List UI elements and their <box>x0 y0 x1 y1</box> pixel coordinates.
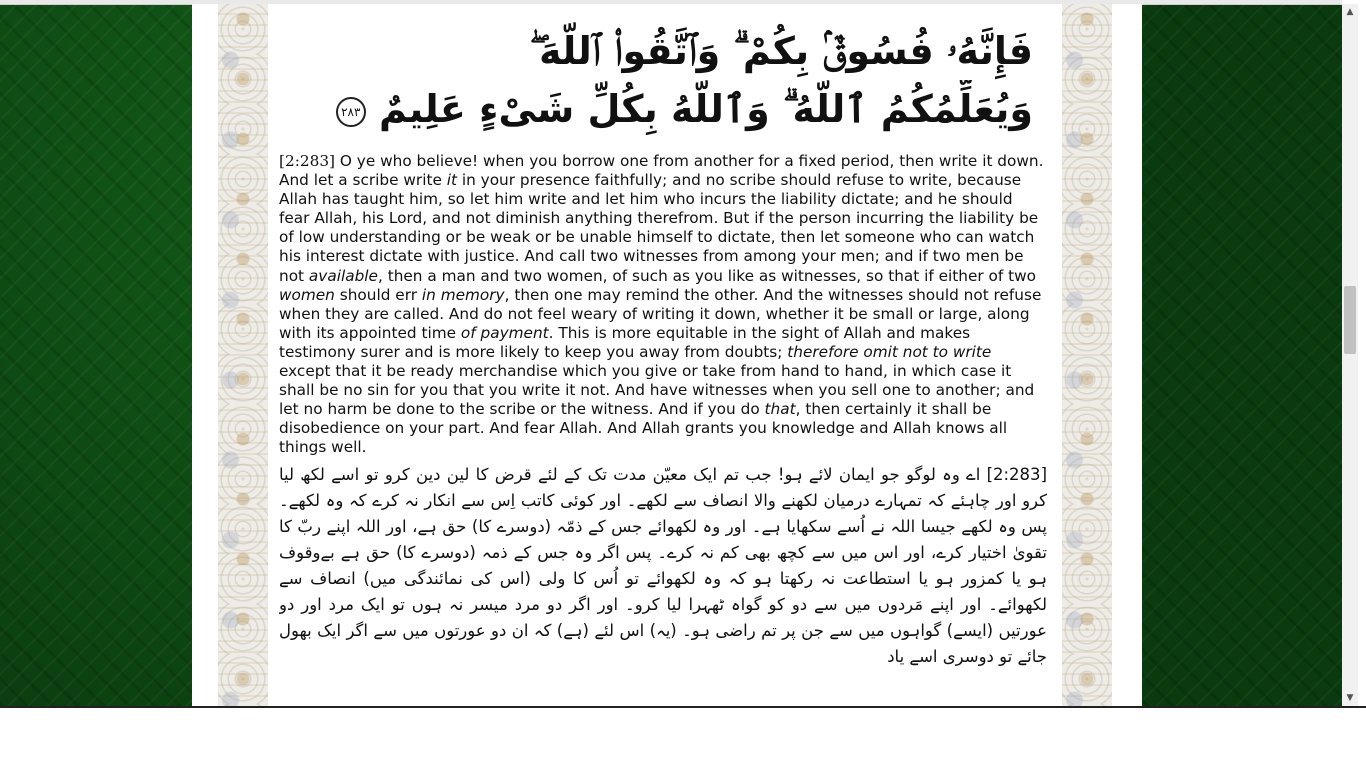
urdu-text: اے وہ لوگو جو ایمان لائے ہو! جب تم ایک معیّن مدت تک کے لئے قرض کا لین دین کرو تو اسے لکھ لیا کرو اور چاہئے کہ تمہارے درمیان لکھنے والا انصاف سے لکھے۔ اور کوئی کاتب اِس سے انکار نہ کرے کہ وہ لکھے۔ پس وہ لکھے جیسا اللہ نے اُسے سکھایا ہے۔ اور وہ لکھوائے جس کے ذمّہ (دوسرے کا) حق ہے، اور اللہ اپنے ربّ کا تقویٰ اختیار کرے، اور اس میں سے کچھ بھی کم نہ کرے۔ پس اگر وہ جس کے ذمہ (دوسرے کا) حق ہے بےوقوف ہو یا کمزور ہو یا استطاعت نہ رکھتا ہو کہ وہ لکھوائے تو اُس کا ولی (اس کی نمائندگی میں) انصاف سے لکھوائے۔ اور اپنے مَردوں میں سے دو کو گواہ ٹھہرا لیا کرو۔ اور اگر دو مرد میسر نہ ہوں تو ایک مرد اور دو عورتیں (ایسے) گواہوں میں سے جن پر تم راضی ہو۔ (یہ) اس لئے (ہے) کہ ان دو عورتوں میں سے اگر ایک بھول جائے تو دوسری اسے یاد <box>279 464 1047 666</box>
english-text-2: in your presence faithfully; and no scribe should refuse to write, because Allah has taught him, so let him write and let him who incurs the liability dictate; and he should fear Allah, his Lord, and not diminish anything therefrom. But if the person incurring the liability be of low understanding or be weak or be unable himself to dictate, then let someone who can watch his interest dictate with justice. And call two witnesses from among your men; and if two men be not <box>279 171 1039 285</box>
english-text-3: , then a man and two women, of such as you like as witnesses, so that if either of two <box>377 266 1037 285</box>
english-verse-ref: [2:283] <box>279 152 336 170</box>
english-italic-3: women <box>279 285 335 304</box>
english-italic-7: that <box>764 400 796 419</box>
arabic-verse-line-1: فَإِنَّهُۥ فُسُوقٌۢ بِكُمْ ۗ وَٱتَّقُوا۟ ٱللَّهَ ۖ <box>529 29 1033 73</box>
ornamental-border-left <box>218 4 268 706</box>
ornamental-border-right <box>1062 4 1112 706</box>
vertical-scrollbar[interactable] <box>1342 4 1358 706</box>
scroll-up-arrow-icon[interactable]: ▲ <box>1346 7 1354 17</box>
english-italic-2: available <box>308 266 378 285</box>
scroll-down-arrow-icon[interactable]: ▼ <box>1346 693 1354 703</box>
english-text-8: , then certainly it shall be disobedience on your part. And fear Allah. And Allah grants you knowledge and Allah knows all things well. <box>279 400 1008 457</box>
english-italic-1: it <box>446 171 457 190</box>
arabic-verse-line-2 <box>279 80 1047 138</box>
english-text-7: except that it be ready merchandise which you give or take from hand to hand, in which case it shall be no sin for you that you write it not. And have witnesses when you sell one to another; and let no harm be done to the scribe or the witness. And if you do <box>279 362 1035 419</box>
english-text-6: . This is more equitable in the sight of Allah and makes testimony surer and is more likely to keep you away from doubts; <box>279 323 971 361</box>
arabic-verse-line-2-text: وَيُعَلِّمُكُمُ ٱللَّهُ ۗ وَٱللَّهُ بِكُلِّ شَىْءٍ عَلِيمٌ <box>379 87 1033 131</box>
english-translation <box>279 152 1047 458</box>
english-text-4: should err <box>334 285 422 304</box>
scrollbar-thumb[interactable] <box>1344 286 1356 354</box>
english-italic-4: in memory <box>421 285 505 304</box>
urdu-translation <box>279 462 1047 670</box>
english-text-1: O ye who believe! when you borrow one from another for a fixed period, then write it down. And let a scribe write <box>279 152 1044 190</box>
page-content <box>279 4 1047 706</box>
english-italic-5: of payment <box>460 323 549 342</box>
ayah-number-marker: ٢٨٣ <box>336 97 366 127</box>
english-text-5: , then one may remind the other. And the witnesses should not refuse when they are called. And do not feel weary of writing it down, whether it be small or large, along with its appointed time <box>279 285 1042 342</box>
quran-page <box>192 4 1142 706</box>
urdu-verse-ref: [2:283] <box>986 464 1047 484</box>
bottom-blank-area <box>0 706 1366 770</box>
english-italic-6: therefore omit not to write <box>787 342 992 361</box>
